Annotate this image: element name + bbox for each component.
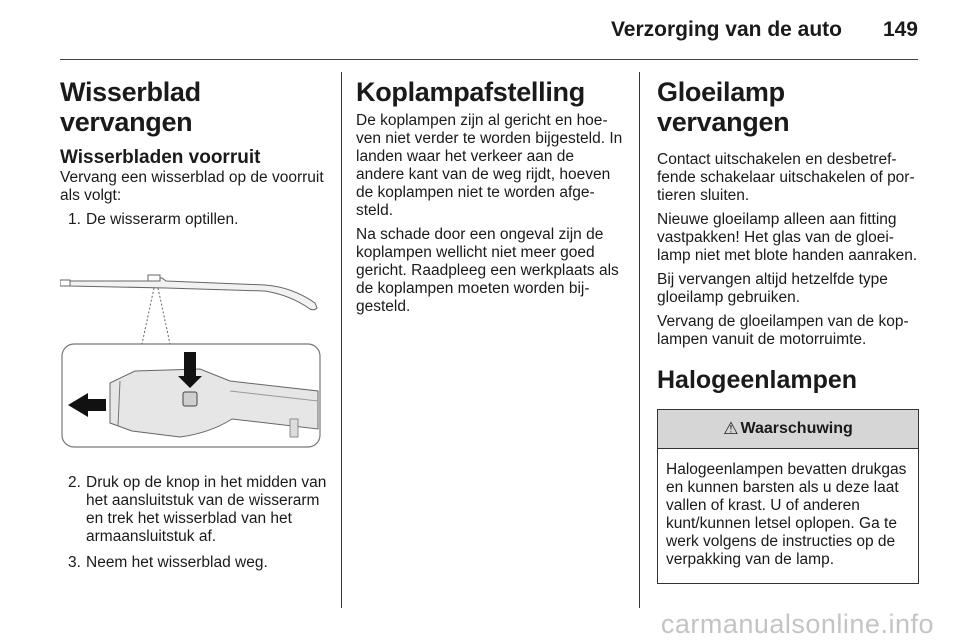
step-item <box>68 554 328 572</box>
warning-box <box>657 409 919 584</box>
step-item <box>68 474 328 546</box>
step-text: Druk op de knop in het midden van het aansluitstuk van de wisserarm en trek het wisserblad van het armaansluitstuk af. <box>86 474 327 546</box>
headlight-paragraph: De koplampen zijn al gericht en hoeven niet verder te worden bijgesteld. In landen waar het verkeer aan de andere kant van de weg rijdt, hoeven de koplampen niet te worden afgesteld. <box>356 111 623 219</box>
warning-header <box>658 410 918 449</box>
bulb-paragraph: Contact uitschakelen en desbetreffende schakelaar uitschakelen of portieren sluiten. <box>657 151 915 205</box>
step-number: 2. <box>68 474 81 492</box>
section-heading-wiper: Wisserblad vervangen <box>60 77 201 137</box>
page-header <box>0 0 960 60</box>
column-divider <box>341 72 342 608</box>
header-divider <box>60 59 918 60</box>
subheading-front-wipers: Wisserbladen voorruit <box>60 147 261 169</box>
step-item <box>68 211 328 229</box>
step-number: 3. <box>68 554 81 572</box>
wiper-intro: Vervang een wisserblad op de voorruit als volgt: <box>60 169 324 205</box>
section-heading-bulb: Gloeilamp vervangen <box>657 77 790 137</box>
warning-triangle-icon: ⚠ <box>723 418 739 438</box>
step-number: 1. <box>68 211 81 229</box>
warning-title: Waarschuwing <box>740 419 853 437</box>
column-bulb-replacement <box>657 72 919 584</box>
bulb-paragraph: Bij vervangen altijd hetzelfde type gloeilamp gebruiken. <box>657 271 888 307</box>
watermark: carmanualsonline.info <box>660 609 934 639</box>
wiper-arm-illustration <box>60 251 324 451</box>
step-text: De wisserarm optillen. <box>86 211 239 229</box>
headlight-paragraph: Na schade door een ongeval zijn de koplampen wellicht niet meer goed gericht. Raadpleeg een werkplaats als de koplampen moeten worden bijgesteld. <box>356 225 619 315</box>
step-text: Neem het wisserblad weg. <box>86 554 268 572</box>
warning-text: Halogeenlampen bevatten drukgas en kunnen barsten als u deze laat vallen of krast. U of anderen kunt/kunnen letsel oplopen. Ga te werk volgens de instructies op de verpakking van de lamp. <box>666 460 907 568</box>
bulb-paragraph: Nieuwe gloeilamp alleen aan fitting vastpakken! Het glas van de gloeilamp niet met blote handen aanraken. <box>657 211 918 265</box>
running-title: Verzorging van de auto <box>610 18 842 41</box>
column-divider <box>639 72 640 608</box>
column-wiper-blade <box>60 72 328 580</box>
page-number: 149 <box>882 18 918 41</box>
bulb-paragraph: Vervang de gloeilampen van de koplampen vanuit de motorruimte. <box>657 313 909 349</box>
section-heading-headlight-aim: Koplampafstelling <box>356 77 585 107</box>
column-headlight-aim <box>356 72 624 322</box>
subheading-halogen: Halogeenlampen <box>657 366 858 395</box>
